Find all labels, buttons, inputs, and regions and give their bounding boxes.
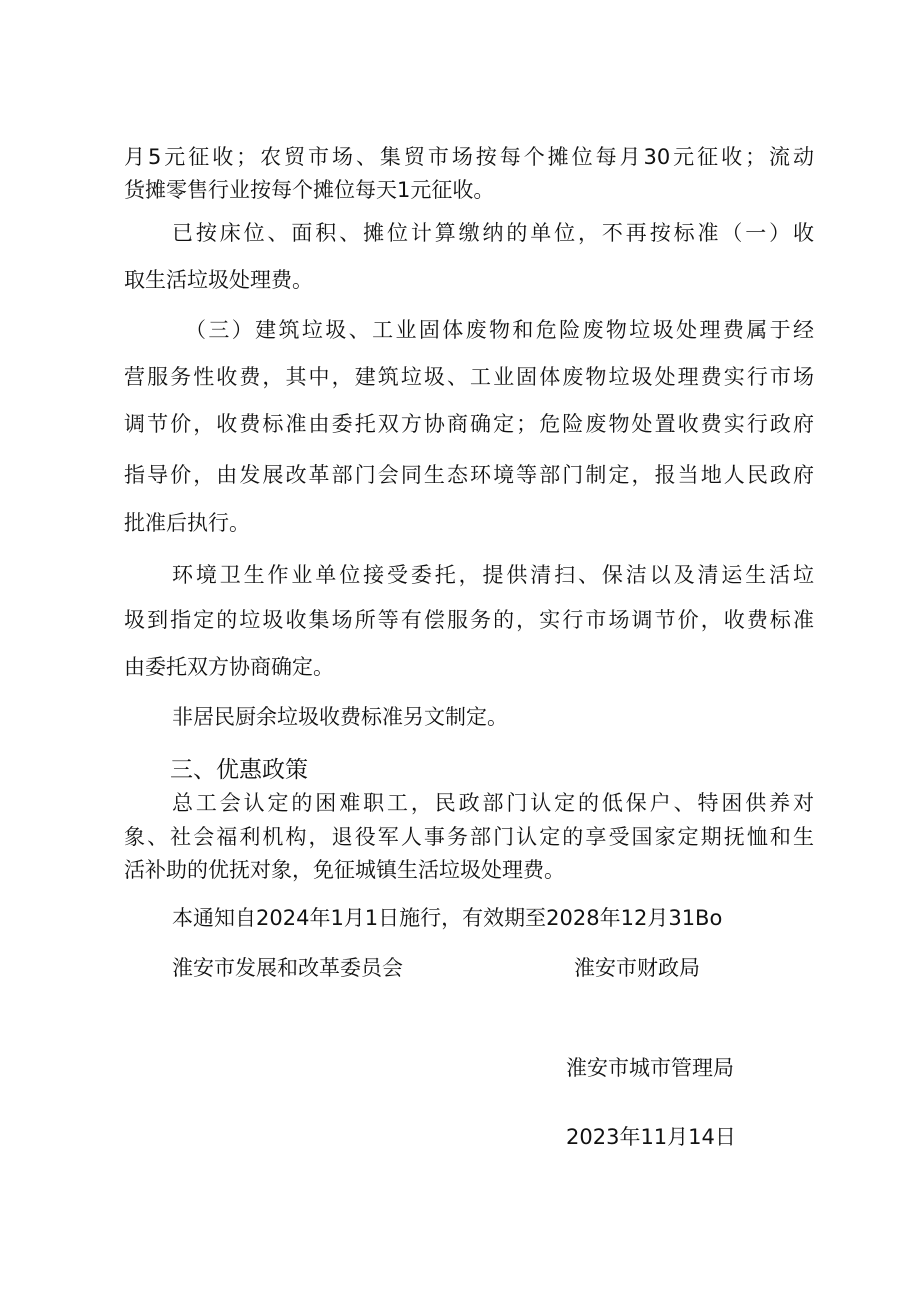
issuer-finance-bureau: 淮安市财政局 (574, 956, 700, 980)
effective-date-line: 本通知自2024年1月1日施行，有效期至2028年12月31Bo (172, 906, 723, 930)
paragraph-line: 圾到指定的垃圾收集场所等有偿服务的，实行市场调节价，收费标准 (124, 608, 814, 632)
issue-date: 2023年11月14日 (566, 1125, 736, 1149)
paragraph-line: 月5元征收；农贸市场、集贸市场按每个摊位每月30元征收；流动 (124, 145, 814, 169)
paragraph-line: 货摊零售行业按每个摊位每天1元征收。 (124, 178, 495, 202)
paragraph-line: 环境卫生作业单位接受委托，提供清扫、保洁以及清运生活垃 (172, 563, 814, 587)
paragraph-line: 营服务性收费，其中，建筑垃圾、工业固体废物垃圾处理费实行市场 (124, 365, 814, 389)
paragraph-line: 已按床位、面积、摊位计算缴纳的单位，不再按标准（一）收 (172, 221, 814, 245)
issuer-ndrc: 淮安市发展和改革委员会 (172, 956, 403, 980)
section-heading: 三、优惠政策 (170, 757, 308, 783)
paragraph-line: 批准后执行。 (124, 511, 250, 535)
paragraph-line: 活补助的优抚对象，免征城镇生活垃圾处理费。 (124, 858, 565, 882)
paragraph-line: 象、社会福利机构，退役军人事务部门认定的享受国家定期抚恤和生 (124, 825, 814, 849)
issuer-city-management-bureau: 淮安市城市管理局 (566, 1056, 734, 1080)
paragraph-line: 取生活垃圾处理费。 (124, 268, 313, 292)
paragraph-line: 调节价，收费标准由委托双方协商确定；危险废物处置收费实行政府 (124, 412, 814, 436)
paragraph-line: （三）建筑垃圾、工业固体废物和危险废物垃圾处理费属于经 (185, 318, 814, 342)
paragraph-line: 总工会认定的困难职工，民政部门认定的低保户、特困供养对 (172, 791, 814, 815)
paragraph-line: 指导价，由发展改革部门会同生态环境等部门制定，报当地人民政府 (124, 463, 814, 487)
paragraph-line: 由委托双方协商确定。 (124, 655, 334, 679)
paragraph-line: 非居民厨余垃圾收费标准另文制定。 (172, 705, 508, 729)
